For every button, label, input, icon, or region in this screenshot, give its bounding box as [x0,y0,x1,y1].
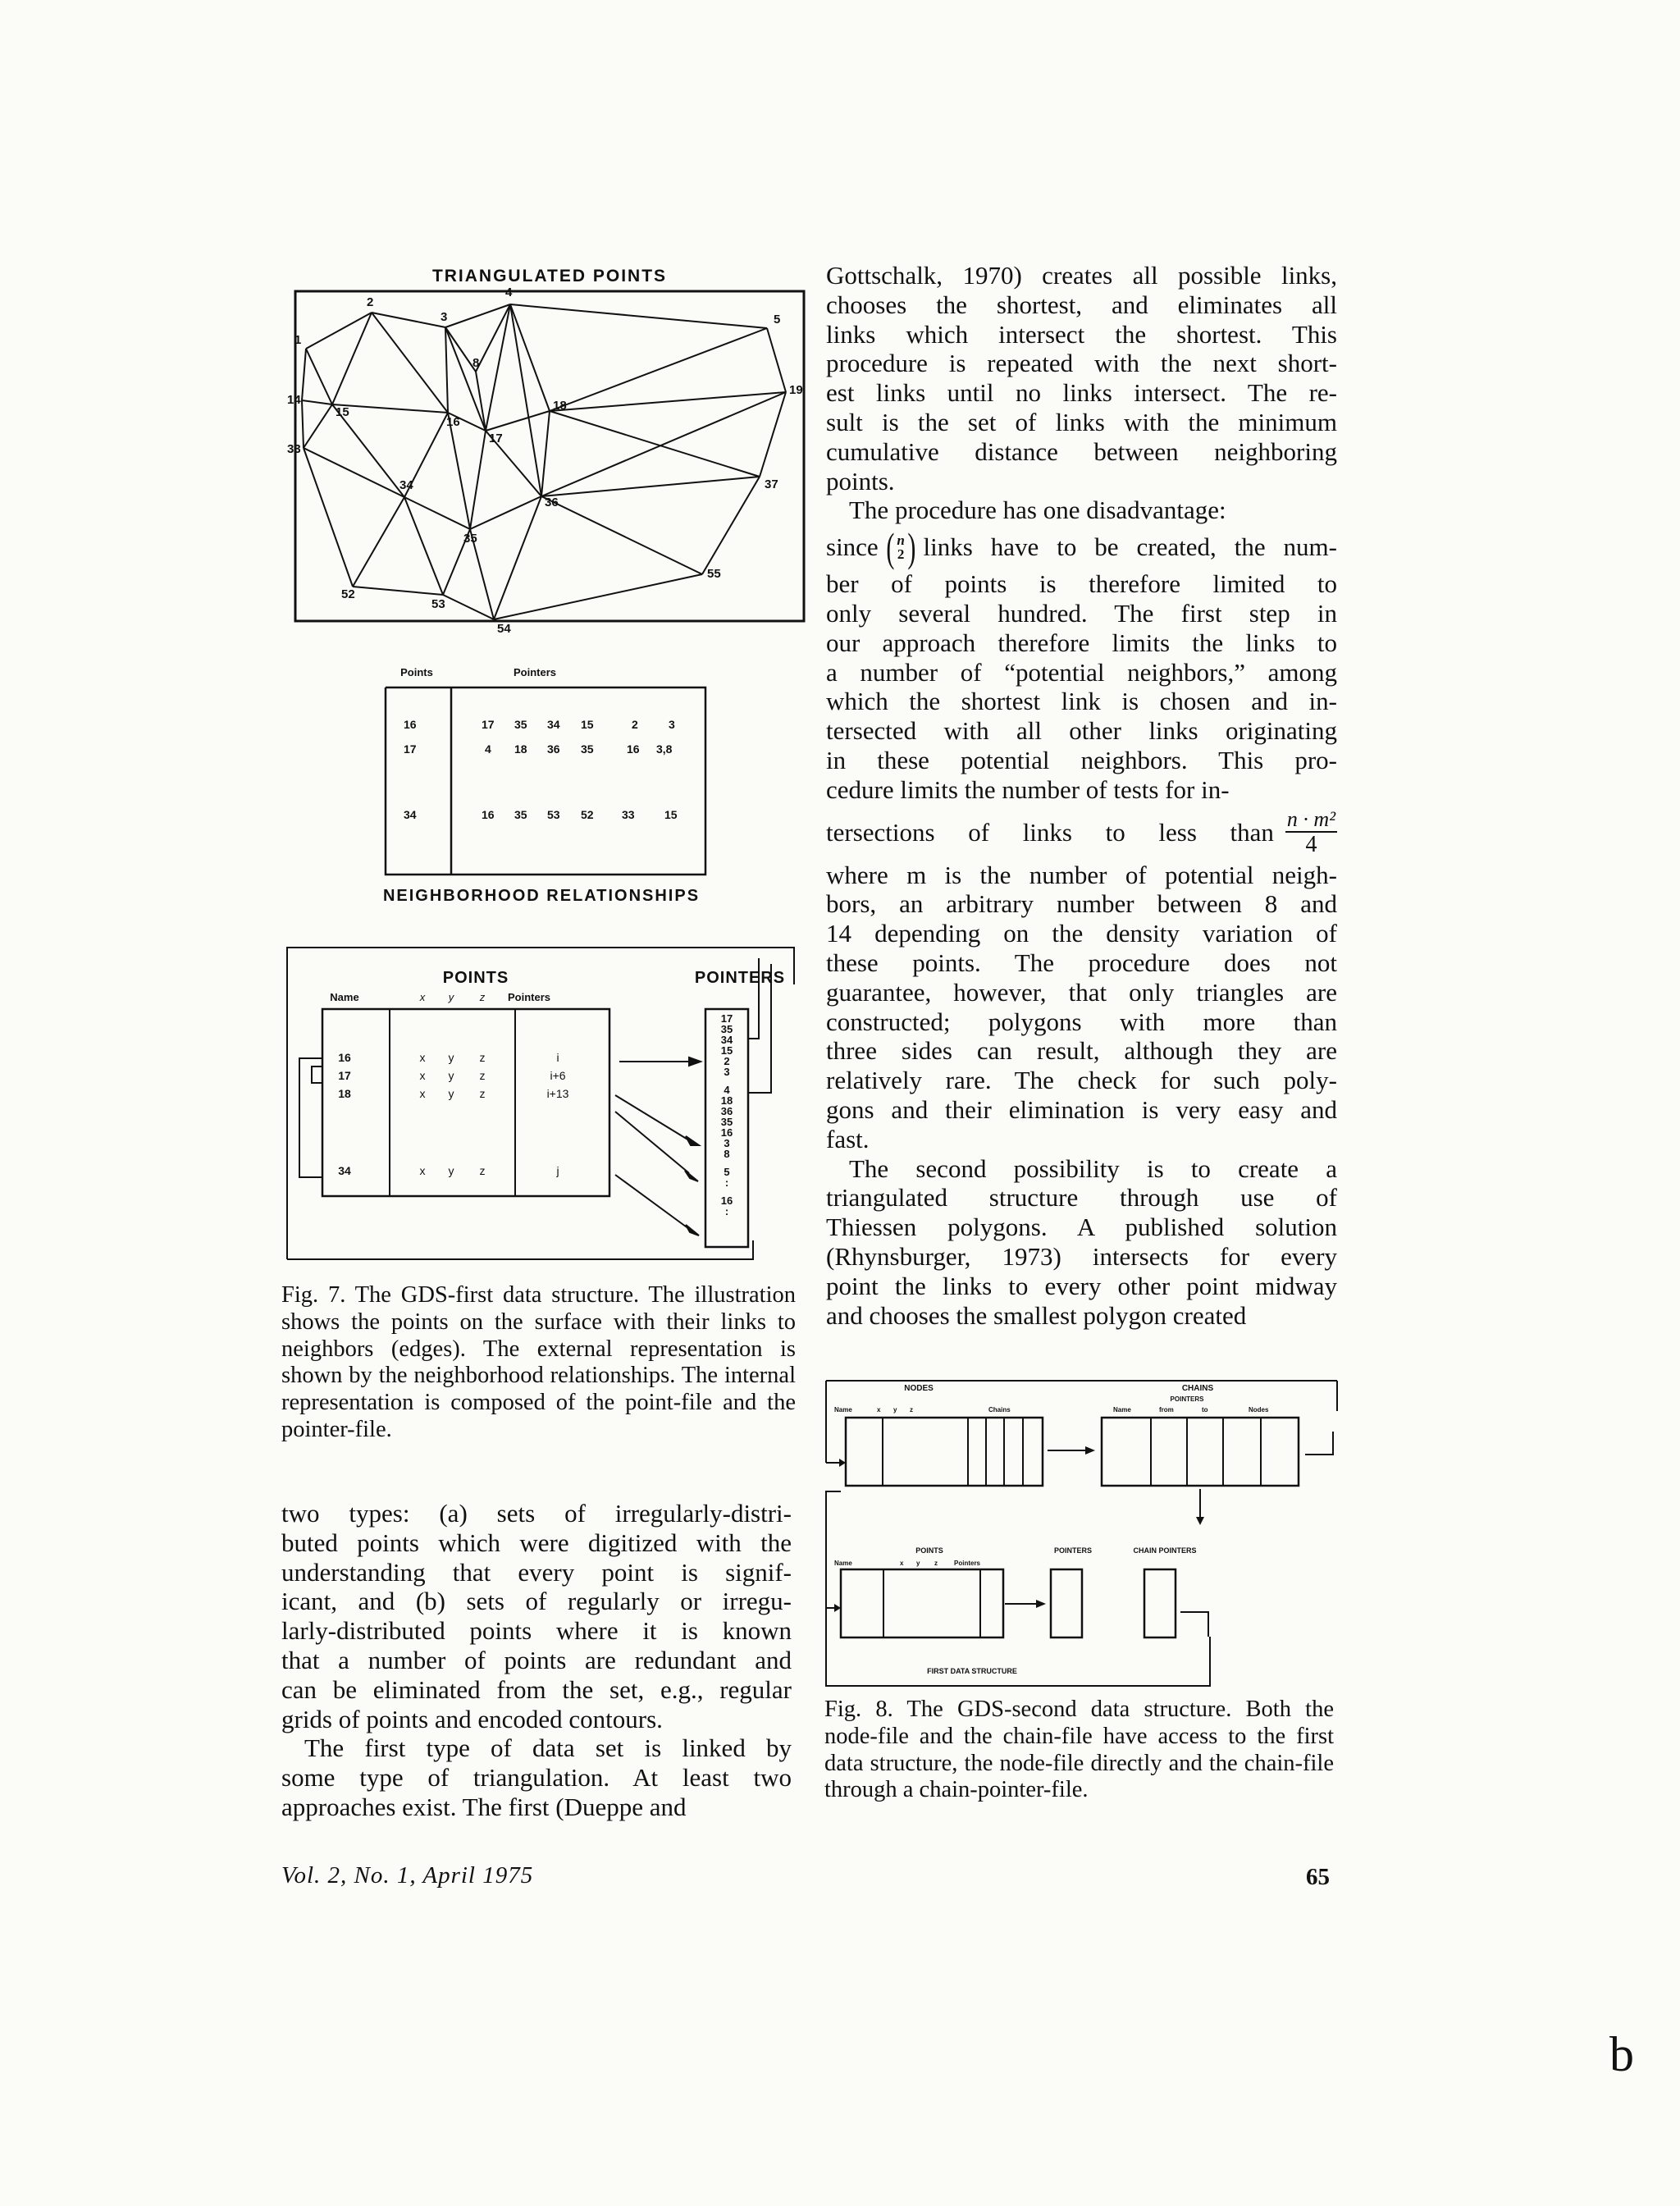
svg-text:16: 16 [627,742,640,756]
neighborhood-relationships-figure [361,663,730,909]
nbr-row-17 [404,742,673,756]
text-line: three sides can result, although they are [826,1036,1337,1066]
text-line: and chooses the smallest polygon created [826,1300,1247,1330]
binomial: ( n 2 ) [886,524,916,571]
svg-text:to: to [1202,1406,1208,1414]
svg-text:z: z [910,1406,913,1414]
svg-text:z: z [479,1051,486,1064]
pointer-value: 17 [720,1012,733,1025]
triangulation-edge [760,392,786,477]
triangulated-points-title: TRIANGULATED POINTS [431,267,668,285]
point-label-17: 17 [489,432,503,445]
svg-text:x: x [900,1560,904,1567]
svg-text:33: 33 [622,808,635,821]
triangulation-edge [306,349,332,404]
svg-text:34: 34 [338,1164,351,1177]
left-column-text [281,1499,792,1822]
svg-text:y: y [916,1560,920,1567]
svg-text:i+13: i+13 [546,1087,569,1100]
pointer-value: : [724,1176,729,1189]
triangulation-edge [302,400,332,404]
point-label-37: 37 [765,477,778,491]
svg-text:17: 17 [482,718,495,731]
triangulation-edge [550,392,786,411]
point-label-2: 2 [367,295,374,309]
point-label-53: 53 [431,597,445,611]
entry-arrow-2 [312,1066,322,1083]
point-file-box [322,1009,609,1196]
svg-text:16: 16 [482,808,495,821]
svg-text:15: 15 [581,718,594,731]
point-label-35: 35 [463,532,477,546]
triangulation-edge [541,496,702,574]
svg-text:3,8: 3,8 [656,742,673,756]
nbr-header-points: Points [400,666,433,678]
page-number: 65 [1306,1864,1330,1890]
text-line: larly-distributed points where it is known [281,1616,792,1646]
svg-text:18: 18 [338,1087,351,1100]
svg-text:52: 52 [581,808,594,821]
text-line: which the shortest link is chosen and in- [826,687,1337,716]
nbr-header-pointers: Pointers [513,666,557,678]
svg-text:Nodes: Nodes [1249,1406,1269,1414]
svg-text:from: from [1159,1406,1174,1414]
svg-text:Name: Name [834,1560,852,1567]
triangulation-edge [448,413,470,529]
svg-text:35: 35 [514,718,527,731]
text-line: The procedure has one disadvantage: [849,496,1226,525]
pointer-value: 15 [720,1044,733,1057]
svg-text:16: 16 [338,1051,351,1064]
point-file-box-2 [841,1569,1003,1637]
text-line: (Rhynsburger, 1973) intersects for every [826,1241,1337,1271]
pointer-value: 5 [724,1166,730,1178]
pointer-value: 18 [720,1094,733,1107]
svg-text:4: 4 [485,742,491,756]
text-line: buted points which were digitized with the [281,1528,792,1557]
svg-text:y: y [448,1087,454,1100]
svg-text:i: i [556,1051,559,1064]
triangulation-edge [332,313,372,404]
triangulation-edge [476,372,486,431]
chain-pointers-label: CHAIN POINTERS [1133,1546,1197,1555]
triangulation-edge [486,304,510,431]
svg-text:17: 17 [338,1069,351,1082]
pointers-label: POINTERS [1053,1546,1093,1555]
triangulation-edge [470,431,486,529]
svg-text:x: x [877,1406,881,1414]
text-line: that a number of points are redundant and [281,1645,792,1674]
chain-file-box [1102,1418,1299,1486]
text-line: bors, an arbitrary number between 8 and [826,889,1337,919]
points-label: POINTS [915,1546,943,1555]
pointer-file-values [721,1012,733,1217]
triangulation-edge [302,349,306,400]
text-line: point the links to every other point midway [826,1271,1337,1300]
svg-text:j: j [556,1164,559,1177]
svg-text:i+6: i+6 [550,1069,566,1082]
svg-text:y: y [448,1164,454,1177]
svg-text:16: 16 [404,718,417,731]
svg-text:x: x [419,1051,426,1064]
svg-text:17: 17 [404,742,417,756]
svg-text:Chains: Chains [988,1406,1011,1414]
text-line: guarantee, however, that only triangles are [826,977,1337,1007]
text-line: understanding that every point is signif- [281,1557,792,1587]
svg-text:34: 34 [404,808,417,821]
text-line: approaches exist. The first (Dueppe and [281,1792,687,1821]
text-line: grids of points and encoded contours. [281,1704,663,1733]
point-label-19: 19 [789,383,803,397]
text-line: cumulative distance between neighboring [826,436,1337,466]
triangulation-edge [372,313,448,413]
triangulation-edge [541,392,786,496]
text-line: in these potential neighbors. This pro- [826,745,1337,774]
footer-journal: Vol. 2, No. 1, April 1975 [281,1862,534,1889]
pointer-file-box-2 [1051,1569,1082,1637]
svg-text:Pointers: Pointers [954,1560,981,1567]
text-line: links which intersect the shortest. This [826,319,1337,349]
triangulation-edge [302,400,304,448]
triangulation-edge [445,327,448,413]
intersections-line: tersections of links to less than n · m² 4 [826,806,1335,857]
pointer-value: 3 [724,1066,730,1078]
triangulation-edge [510,304,550,411]
svg-text:3: 3 [669,718,675,731]
svg-text:x: x [419,1164,426,1177]
triangulation-edge [353,497,404,587]
triangulation-edge [510,304,767,328]
svg-text:y: y [448,1069,454,1082]
pointer-value: 4 [724,1084,730,1096]
svg-text:34: 34 [547,718,560,731]
triangulation-edge [541,477,760,496]
text-line: these points. The procedure does not [826,948,1337,977]
pointers-title: POINTERS [694,969,786,987]
point-label-34: 34 [399,478,413,492]
triangulation-edge [332,404,448,413]
svg-text:35: 35 [581,742,594,756]
point-label-55: 55 [707,567,721,581]
right-column-text [826,261,1337,1330]
text-line: constructed; polygons with more than [826,1007,1337,1036]
svg-text:18: 18 [514,742,527,756]
text-line: The second possibility is to create a [849,1153,1337,1183]
pointer-value: 2 [724,1055,730,1067]
point-label-3: 3 [441,310,448,324]
chains-pointers-label: POINTERS [1170,1395,1204,1403]
pointer-value: 36 [720,1105,733,1117]
text-line: est links until no links intersect. The re- [826,378,1337,408]
col-x: x [419,991,426,1003]
text-line: sult is the set of links with the minimum [826,407,1337,436]
point-label-8: 8 [472,356,480,370]
pointer-arrows [615,1057,701,1235]
col-name: Name [330,991,359,1003]
svg-text:15: 15 [664,808,678,821]
text-line: icant, and (b) sets of regularly or irregu- [281,1587,792,1616]
svg-text:z: z [479,1069,486,1082]
nbr-row-34 [404,808,678,821]
svg-text:z: z [934,1560,938,1567]
pointer-value: 34 [720,1034,733,1046]
svg-text:Name: Name [834,1406,852,1414]
text-line: ber of points is therefore limited to [826,569,1337,599]
nodes-label: NODES [904,1384,934,1393]
point-label-33: 33 [287,442,301,456]
col-y: y [448,991,454,1003]
svg-text:y: y [448,1051,454,1064]
point-label-1: 1 [294,333,302,347]
triangulation-edge [443,595,494,619]
point-label-36: 36 [545,496,559,509]
text-line: cedure limits the number of tests for in- [826,774,1230,804]
point-label-14: 14 [287,393,301,407]
triangulated-points-figure [279,261,820,655]
chains-label: CHAINS [1181,1384,1214,1393]
gds-second-data-structure-figure [816,1374,1349,1690]
triangulation-edge [404,497,443,595]
pointer-value: 16 [720,1194,733,1207]
text-line: two types: (a) sets of irregularly-distri- [281,1499,792,1528]
point-file-row-34 [338,1164,559,1177]
pointer-value: 8 [724,1148,730,1160]
point-label-15: 15 [336,405,349,419]
point-label-4: 4 [505,285,513,299]
text-line: points. [826,466,895,496]
pointer-value: : [724,1205,729,1217]
text-line: where m is the number of potential neigh- [826,860,1337,889]
nbr-table-frame [386,687,705,875]
svg-text:z: z [479,1164,486,1177]
triangulation-edge [353,587,443,595]
svg-text:y: y [893,1406,897,1414]
triangulation-edge [550,411,760,477]
first-data-structure-label: FIRST DATA STRUCTURE [927,1667,1017,1675]
point-label-5: 5 [774,313,781,327]
svg-text:x: x [419,1087,426,1100]
triangulation-edge [372,313,445,327]
since-line: since ( n 2 ) links have to be created, the num- [826,524,1337,571]
pointer-value: 35 [720,1023,733,1035]
text-line: can be eliminated from the set, e.g., regular [281,1674,792,1704]
fig8-caption: Fig. 8. The GDS-second data structure. Both the node-file and the chain-file have access to the first data structure, the node-file directly and the chain-file through a chain-pointer-file. [824,1697,1334,1803]
point-label-52: 52 [341,587,355,601]
svg-text:Name: Name [1113,1406,1131,1414]
svg-text:x: x [419,1069,426,1082]
svg-text:35: 35 [514,808,527,821]
text-line: procedure is repeated with the next short- [826,349,1337,378]
svg-text:2: 2 [632,718,638,731]
text-line: 14 depending on the density variation of [826,919,1337,948]
triangulation-edge [541,411,550,496]
triangulation-edge [494,574,702,619]
text-line: chooses the shortest, and eliminates all [826,290,1337,319]
nbr-title: NEIGHBORHOOD RELATIONSHIPS [382,887,701,905]
feedback-frame-bottom [287,1240,753,1259]
point-label-54: 54 [497,622,511,636]
text-line: gons and their elimination is very easy and [826,1094,1337,1124]
triangulation-edge [306,313,372,349]
text-line: Thiessen polygons. A published solution [826,1213,1337,1242]
triangulation-edge [304,404,332,448]
triangulation-edge [510,304,541,496]
text-line: relatively rare. The check for such poly- [826,1066,1337,1095]
nbr-row-16 [404,718,675,731]
points-title: POINTS [442,969,509,987]
point-file-row-17 [338,1069,566,1082]
text-line: Gottschalk, 1970) creates all possible links, [826,261,1337,290]
point-file-row-18 [338,1087,568,1100]
text-line: triangulated structure through use of [826,1183,1337,1213]
svg-text:36: 36 [547,742,560,756]
col-pointers: Pointers [507,991,551,1003]
triangulation-edge [702,477,760,574]
margin-handwritten-mark: b [1609,2027,1634,2081]
point-file-pointer-file-figure [279,943,804,1280]
svg-text:z: z [479,1087,486,1100]
text-line: our approach therefore limits the links to [826,628,1337,657]
pointer-value: 16 [720,1126,733,1139]
node-file-box [846,1418,1043,1486]
text-line: some type of triangulation. At least two [281,1763,792,1793]
triangulation-edge [767,328,786,392]
text-line: a number of “potential neighbors,” among [826,657,1337,687]
pointer-value: 3 [724,1137,730,1149]
point-label-18: 18 [553,399,567,413]
triangulation-edge [404,497,470,529]
chain-pointer-file-box [1144,1569,1176,1637]
text-line: only several hundred. The first step in [826,598,1337,628]
col-z: z [479,991,486,1003]
point-file-row-16 [338,1051,559,1064]
text-line: The first type of data set is linked by [304,1733,792,1763]
text-line: tersected with all other links originating [826,716,1337,746]
text-line: fast. [826,1124,870,1153]
triangulation-edge [550,328,767,411]
fig7-caption: Fig. 7. The GDS-first data structure. The illustration shows the points on the surface with their links to neighbors (edges). The external representation is shown by the neighborhood relationships. The internal representation is composed of the point-file and the pointer-file. [281,1282,796,1442]
svg-text:53: 53 [547,808,560,821]
pointer-value: 35 [720,1116,733,1128]
point-label-16: 16 [446,415,460,429]
triangulation-edge [486,411,550,431]
fraction: n · m² 4 [1286,806,1335,857]
